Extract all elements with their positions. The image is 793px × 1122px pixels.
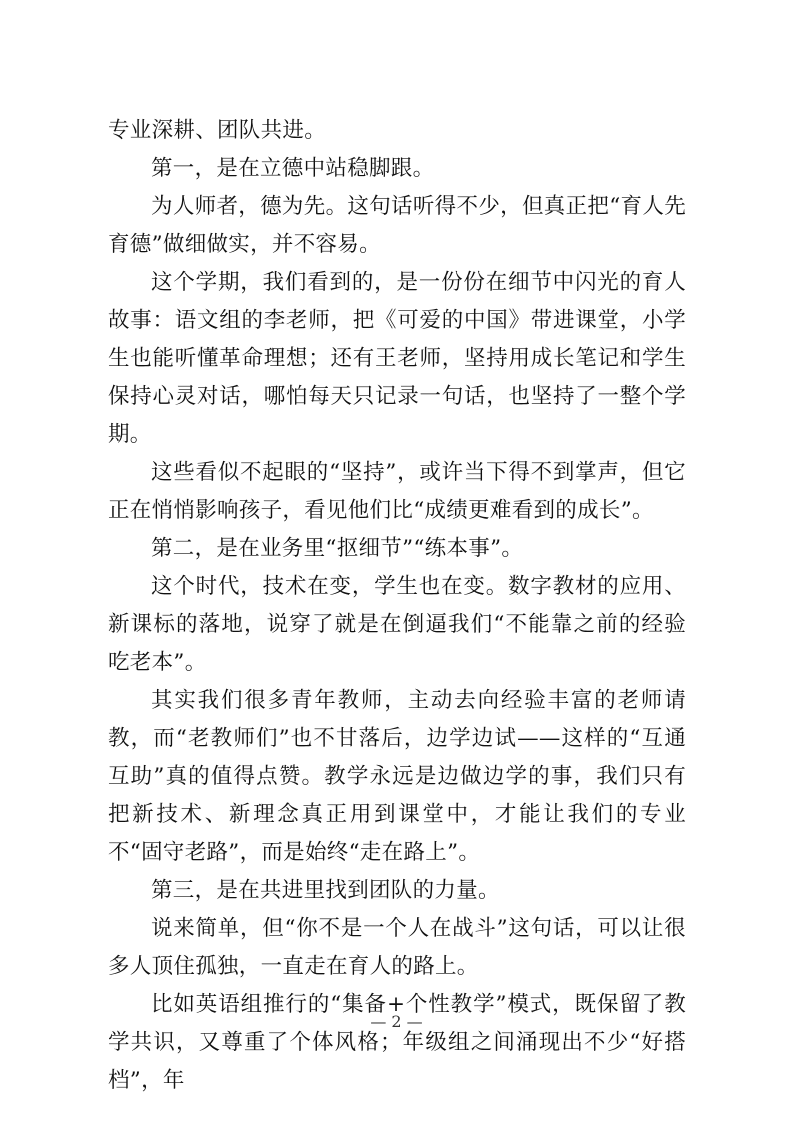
- paragraph-3: 为人师者，德为先。这句话听得不少，但真正把“育人先育德”做细做实，并不容易。: [108, 194, 686, 257]
- page-number: — 2 —: [370, 1012, 423, 1031]
- paragraph-10: 说来简单，但“你不是一个人在战斗”这句话，可以让很多人顶住孤独，一直走在育人的路上。: [108, 916, 686, 979]
- paragraph-5: 这些看似不起眼的“坚持”，或许当下得不到掌声，但它正在悄悄影响孩子，看见他们比“成绩更难看到的成长”。: [108, 460, 686, 523]
- paragraph-9: 第三，是在共进里找到团队的力量。: [151, 878, 500, 903]
- document-body: [108, 112, 686, 1100]
- paragraph-8: 其实我们很多青年教师，主动去向经验丰富的老师请教，而“老教师们”也不甘落后，边学边试——这样的“互通互助”真的值得点赞。教学永远是边做边学的事，我们只有把新技术、新理念真正用到课堂中，才能让我们的专业不“固守老路”，而是始终“走在路上”。: [108, 688, 686, 865]
- paragraph-6: 第二，是在业务里“抠细节”“练本事”。: [151, 536, 524, 561]
- paragraph-1: 专业深耕、团队共进。: [108, 118, 327, 143]
- paragraph-7: 这个时代，技术在变，学生也在变。数字教材的应用、新课标的落地，说穿了就是在倒逼我们“不能靠之前的经验吃老本”。: [108, 574, 686, 675]
- paragraph-2: 第一，是在立德中站稳脚跟。: [151, 156, 435, 181]
- paragraph-4: 这个学期，我们看到的，是一份份在细节中闪光的育人故事：语文组的李老师，把《可爱的中国》带进课堂，小学生也能听懂革命理想；还有王老师，坚持用成长笔记和学生保持心灵对话，哪怕每天只记录一句话，也坚持了一整个学期。: [108, 270, 686, 447]
- paragraph-11: 比如英语组推行的“集备+个性教学”模式，既保留了教学共识，又尊重了个体风格；年级组之间涌现出不少“好搭档”，年: [108, 992, 686, 1093]
